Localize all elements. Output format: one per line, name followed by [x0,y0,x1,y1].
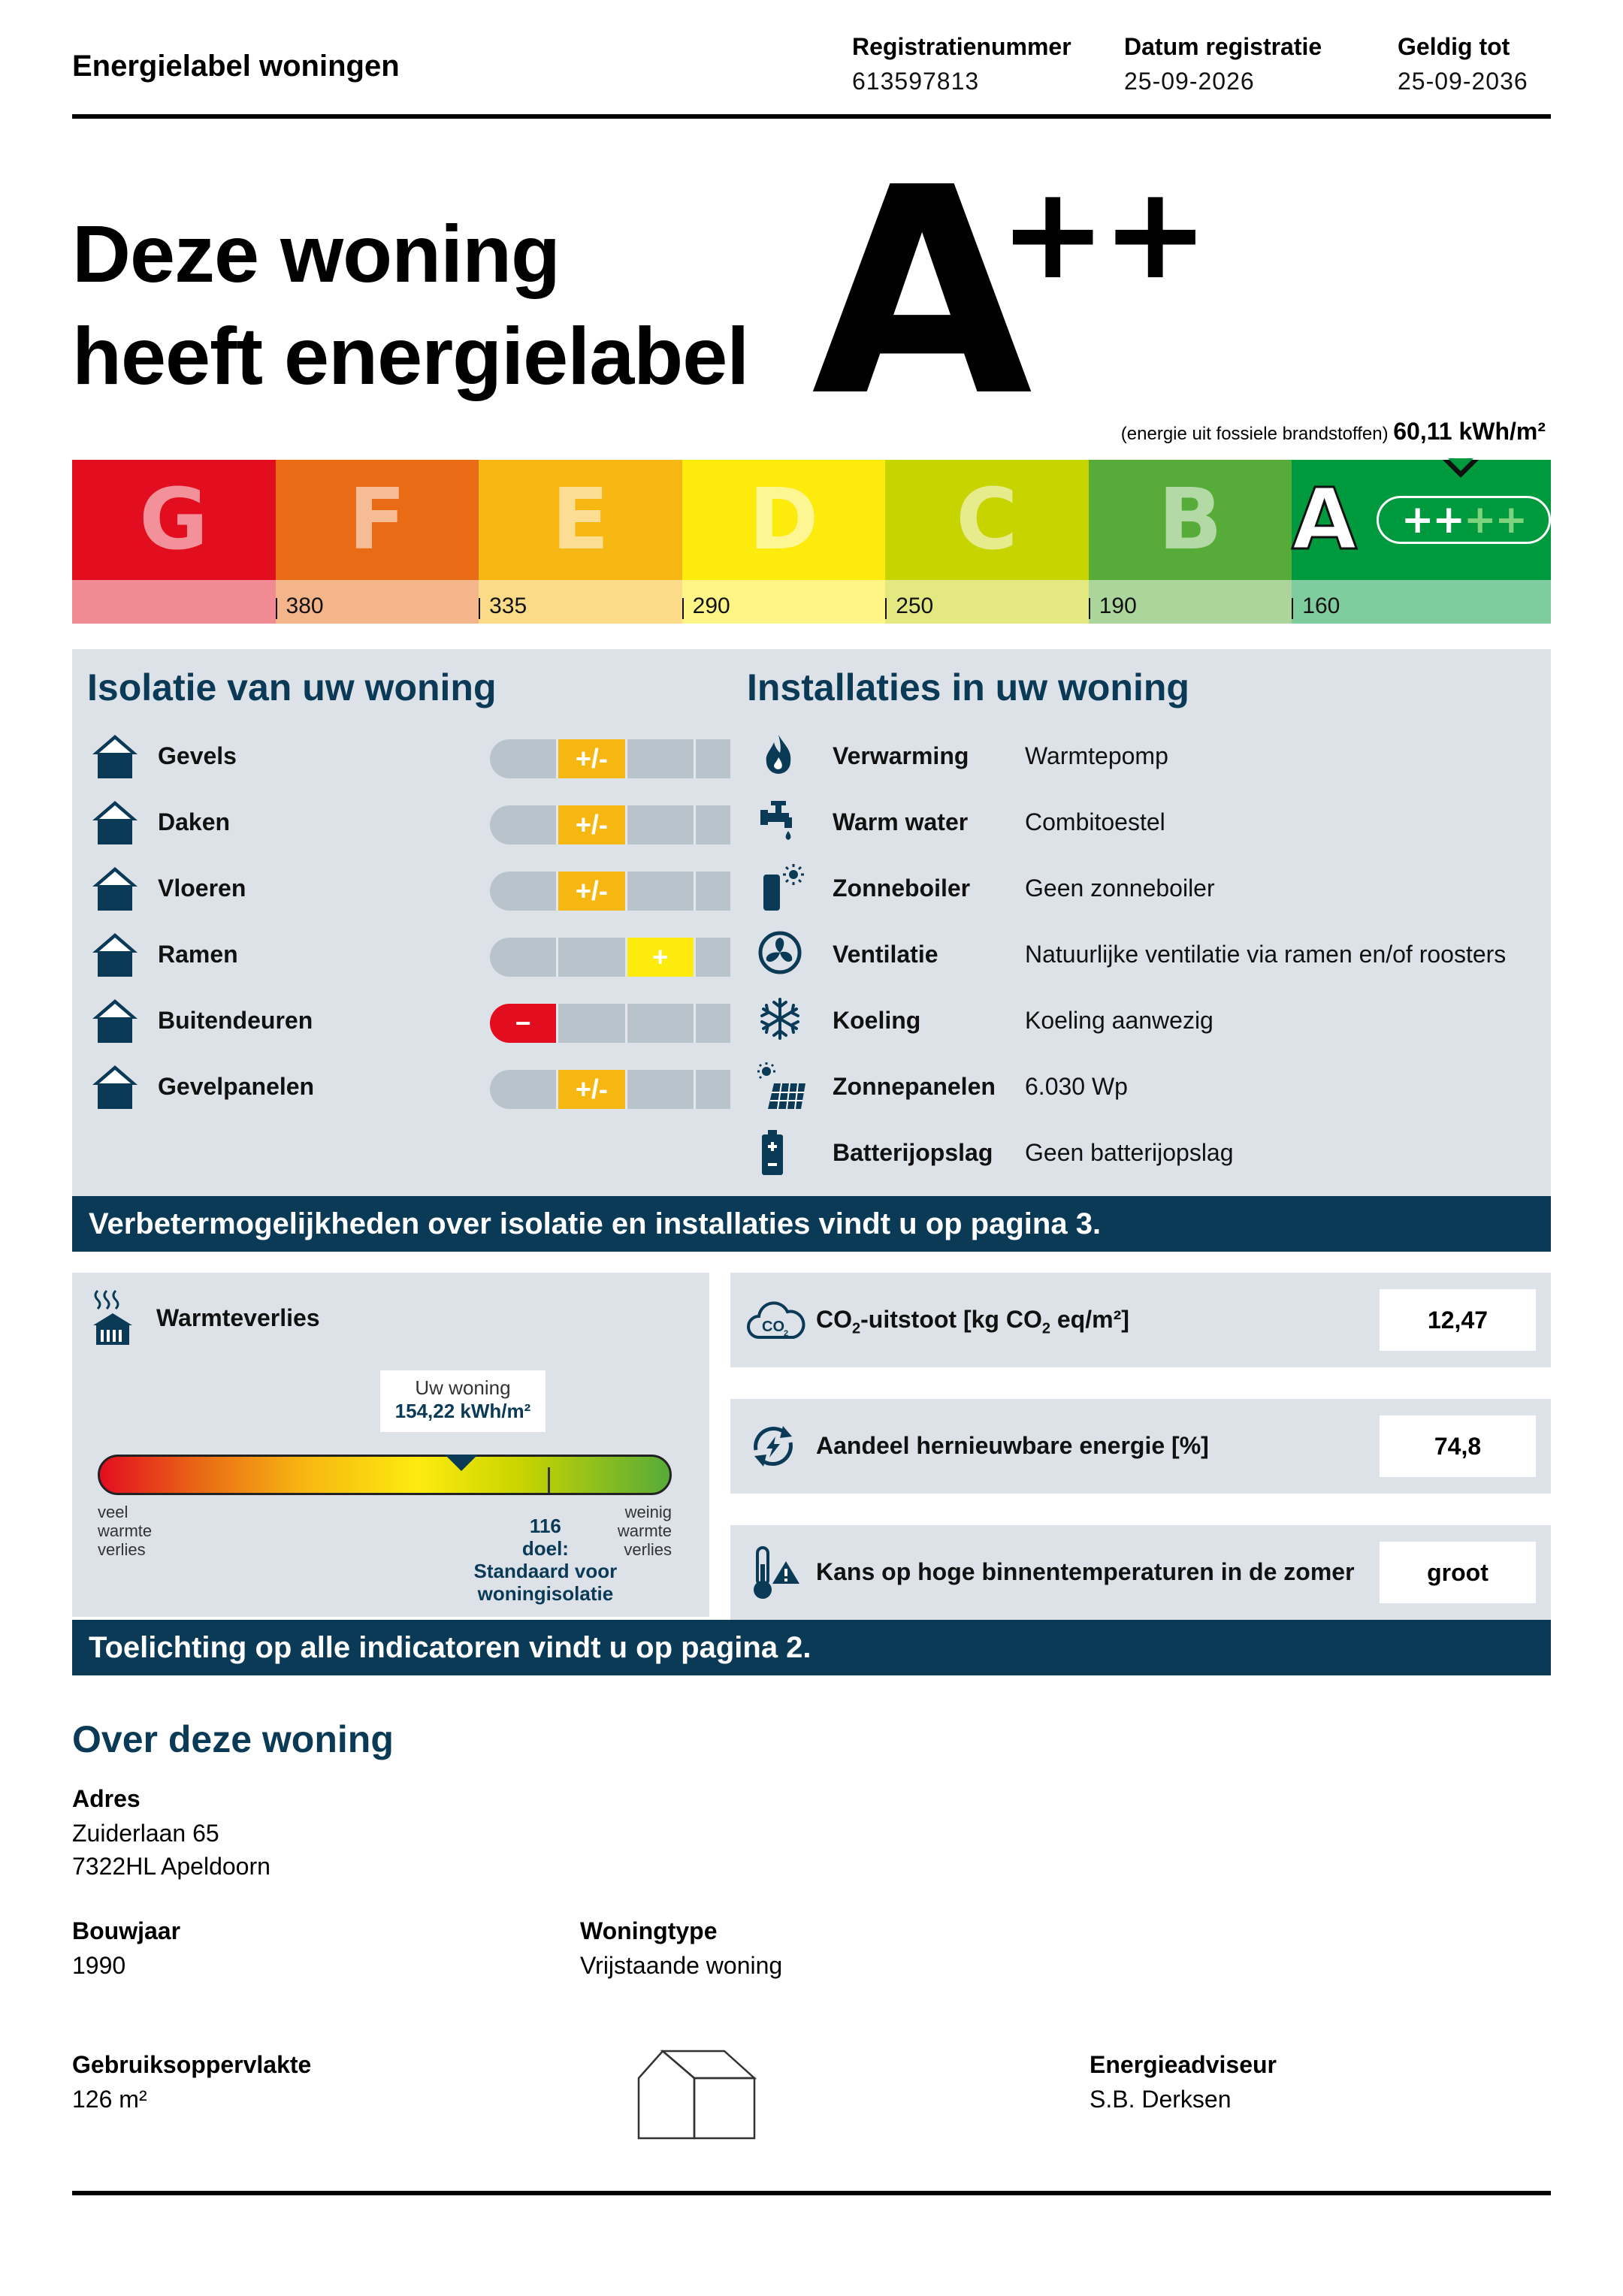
heatloss-gradient-bar [98,1455,672,1495]
installation-label: Warm water [833,808,969,835]
rating-segment [627,1004,696,1043]
hero-line-2: heeft energielabel [72,310,749,401]
installation-label: Batterijopslag [833,1139,993,1166]
isolation-row [72,930,796,983]
isolation-rating-bar [490,1004,762,1043]
isolation-rating-bar [490,872,762,911]
scale-tick [682,598,684,619]
your-home-marker [445,1455,478,1471]
scale-class-b [1089,460,1292,624]
scale-letter-text: A [1292,471,1357,569]
address-line-1: Zuiderlaan 65 [72,1820,219,1847]
scale-class-e [479,460,682,624]
indicators-banner: Toelichting op alle indicatoren vindt u op pagina 2. [72,1620,1551,1675]
address-value [72,1817,270,1883]
co2-icon-subscript: 2 [784,1329,789,1338]
target-value: 116 [529,1515,561,1537]
co2-cloud-icon [745,1297,805,1343]
solar-panel-icon [757,1062,807,1114]
much-heatloss-line-2: warmte [98,1521,153,1540]
scale-limit-value: 160 [1302,594,1340,618]
installation-label: Verwarming [833,742,969,769]
installation-value: Natuurlijke ventilatie via ramen en/of roosters [1025,941,1507,968]
solar-boiler-icon [757,864,805,916]
rating-segment: +/- [558,872,627,911]
co2-indicator [730,1273,1551,1367]
your-home-label: Uw woning [415,1376,511,1399]
little-heatloss-line-3: verlies [624,1540,672,1559]
much-heatloss-line-3: verlies [98,1540,146,1559]
rating-segment: +/- [558,739,627,778]
plus-white: ++ [1401,497,1464,542]
address-line-2: 7322HL Apeldoorn [72,1853,270,1880]
rating-segment [558,938,627,977]
installation-value: Combitoestel [1025,808,1165,835]
document-title: Energielabel woningen [72,50,400,83]
co2-label-part-3: eq/m²] [1050,1306,1129,1333]
scale-limit-e [479,580,682,624]
overheating-indicator [730,1525,1551,1620]
house-icon [90,864,140,916]
house-icon [90,732,140,784]
rating-segment [627,805,696,844]
overheating-value: groot [1380,1542,1536,1603]
scale-class-a [1292,460,1551,624]
isolation-row [72,798,796,850]
target-label-3: woningisolatie [477,1582,614,1605]
isolation-rating-bar [490,938,762,977]
isolation-row [72,864,796,917]
co2-value: 12,47 [1380,1289,1536,1351]
isolation-label: Gevelpanelen [158,1073,315,1100]
isolation-label: Buitendeuren [158,1007,313,1034]
target-label-1: doel: [521,1537,569,1560]
isolation-label: Gevels [158,742,237,769]
scale-letter-g: G [72,460,276,580]
type-value: Vrijstaande woning [580,1952,783,1979]
co2-label-part-1: CO [816,1306,852,1333]
scale-limit-g [72,580,276,624]
isolation-row [72,996,796,1049]
scale-class-g [72,460,276,624]
renewable-label: Aandeel hernieuwbare energie [%] [816,1432,1209,1459]
target-text [463,1515,628,1605]
valid-value: 25-09-2036 [1398,68,1528,95]
installation-label: Zonnepanelen [833,1073,996,1100]
scale-letter-d: D [682,460,886,580]
installation-value: Koeling aanwezig [1025,1007,1213,1034]
isolation-label: Vloeren [158,875,246,902]
plus-green: ++ [1463,497,1527,542]
area-label: Gebruiksoppervlakte [72,2051,312,2078]
house-icon [90,930,140,982]
scale-tick [1089,598,1090,619]
advisor-value: S.B. Derksen [1090,2086,1232,2113]
installation-label: Ventilatie [833,941,938,968]
installation-value: Geen zonneboiler [1025,875,1215,902]
about-title: Over deze woning [72,1718,394,1760]
rating-segment [490,739,558,778]
rating-segment [627,739,696,778]
installations-title: Installaties in uw woning [747,666,1189,708]
fossil-energy-label: (energie uit fossiele brandstoffen) [1120,424,1389,444]
fossil-energy-value: 60,11 kWh/m² [1393,418,1546,445]
rating-segment: +/- [558,1070,627,1109]
target-label-2: Standaard voor [473,1560,618,1582]
target-marker [548,1467,550,1493]
energy-label-letter: A [812,126,1033,459]
rating-segment [627,1070,696,1109]
co2-label-subscript-2: 2 [1041,1320,1050,1337]
scale-tick [885,598,887,619]
co2-icon-text: CO [762,1319,784,1335]
isolation-row [72,732,796,784]
isolation-row [72,1062,796,1115]
scale-limit-f [276,580,479,624]
heatloss-title: Warmteverlies [156,1304,320,1331]
thermometer-warning-icon [748,1545,801,1602]
rating-segment [558,1004,627,1043]
tap-icon [757,798,802,847]
scale-letter-c: C [885,460,1089,580]
rating-segment: + [627,938,696,977]
flame-icon [757,732,799,781]
isolation-panel [72,649,796,1196]
energy-label-plus: ++ [999,159,1204,308]
scale-limit-value: 335 [489,594,527,618]
isolation-rating-bar [490,739,762,778]
fan-icon [757,930,802,979]
isolation-rating-bar [490,805,762,844]
rating-segment [490,805,558,844]
scale-limit-a [1292,580,1551,624]
installation-value: 6.030 Wp [1025,1073,1128,1100]
scale-tick [479,598,480,619]
hero-line-1: Deze woning [72,208,561,299]
much-heatloss-label [98,1503,152,1559]
heat-radiator-icon [90,1288,135,1348]
co2-label-subscript-1: 2 [852,1320,861,1337]
type-label: Woningtype [580,1917,718,1944]
scale-class-f [276,460,479,624]
advisor-label: Energieadviseur [1090,2051,1277,2078]
address-label: Adres [72,1785,141,1812]
renewable-value: 74,8 [1380,1415,1536,1477]
detached-house-icon [636,2048,757,2141]
renewable-indicator [730,1399,1551,1494]
co2-label [816,1306,1129,1337]
scale-limit-value: 190 [1099,594,1137,618]
rating-segment [490,1070,558,1109]
scale-class-d [682,460,886,624]
installation-value: Geen batterijopslag [1025,1139,1234,1166]
isolation-title: Isolatie van uw woning [87,666,497,708]
scale-tick [1292,598,1293,619]
scale-limit-value: 250 [896,594,934,618]
isolation-label: Daken [158,808,231,835]
scale-tick [276,598,277,619]
hero-heading [72,203,748,407]
rating-segment [627,872,696,911]
renewable-cycle-icon [747,1420,799,1473]
valid-label: Geldig tot [1398,33,1510,60]
fossil-energy [1121,418,1546,446]
battery-icon [757,1128,787,1180]
scale-limit-b [1089,580,1292,624]
snowflake-icon [757,996,802,1045]
plus-pill [1377,496,1551,544]
footer-divider [72,2191,1551,2195]
installation-label: Koeling [833,1007,921,1034]
isolation-rating-bar [490,1070,762,1109]
registration-value: 613597813 [852,68,980,95]
energy-scale [72,460,1551,624]
house-icon [90,1062,140,1114]
date-value: 25-09-2026 [1124,68,1255,95]
house-icon [90,798,140,850]
scale-limit-value: 290 [692,594,730,618]
co2-label-part-2: -uitstoot [kg CO [860,1306,1042,1333]
scale-limit-d [682,580,886,624]
your-home-value: 154,22 kWh/m² [394,1400,531,1422]
year-label: Bouwjaar [72,1917,181,1944]
isolation-label: Ramen [158,941,238,968]
scale-letter-a [1292,460,1551,580]
little-heatloss-line-1: weinig [624,1503,672,1521]
scale-limit-c [885,580,1089,624]
scale-letter-e: E [479,460,682,580]
improvements-banner: Verbetermogelijkheden over isolatie en installaties vindt u op pagina 3. [72,1196,1551,1252]
scale-letter-f: F [276,460,479,580]
area-value: 126 m² [72,2086,147,2113]
installation-value: Warmtepomp [1025,742,1168,769]
current-label-marker [1443,460,1479,478]
overheating-label: Kans op hoge binnentemperaturen in de zomer [816,1558,1355,1585]
rating-segment [490,872,558,911]
scale-letter-b: B [1089,460,1292,580]
registration-label: Registratienummer [852,33,1071,60]
year-value: 1990 [72,1952,126,1979]
scale-limit-value: 380 [286,594,324,618]
heatloss-panel [72,1273,709,1617]
scale-class-c [885,460,1089,624]
rating-segment: − [490,1004,558,1043]
much-heatloss-line-1: veel [98,1503,128,1521]
your-home-callout [380,1370,546,1432]
rating-segment: +/- [558,805,627,844]
date-label: Datum registratie [1124,33,1322,60]
little-heatloss-line-2: warmte [617,1521,672,1540]
house-icon [90,996,140,1048]
installations-panel [730,649,1551,1196]
installation-label: Zonneboiler [833,875,971,902]
rating-segment [490,938,558,977]
header-divider [72,114,1551,119]
